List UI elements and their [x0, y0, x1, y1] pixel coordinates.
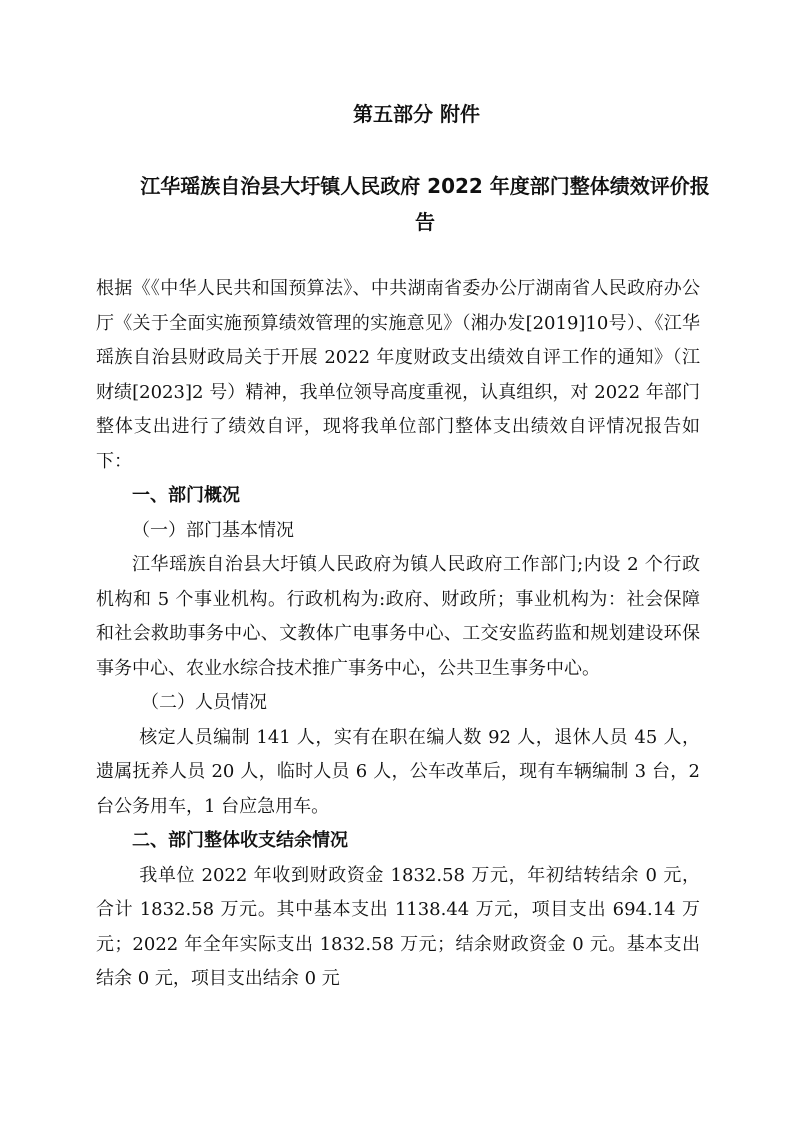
basic-info-paragraph: 江华瑶族自治县大圩镇人民政府为镇人民政府工作部门;内设 2 个行政机构和 5 个事业机构。行政机构为:政府、财政所；事业机构为：社会保障和社会救助事务中心、文教体广电事务中心、工交安监药监和规划建设环保事务中心、农业水综合技术推广事务中心，公共卫生事务中心。 [96, 554, 700, 679]
report-title: 江华瑶族自治县大圩镇人民政府 2022 年度部门整体绩效评价报告 [140, 174, 710, 234]
document-body [96, 272, 700, 997]
part-title: 第五部分 附件 [353, 102, 480, 126]
section-heading-overview: 一、部门概况 [132, 485, 240, 506]
intro-paragraph: 根据《《中华人民共和国预算法》、中共湖南省委办公厅湖南省人民政府办公厅《关于全面实施预算绩效管理的实施意见》（湘办发[2019]10号）、《江华瑶族自治县财政局关于开展 2022 年度财政支出绩效自评工作的通知》（江财绩[2023]2 号）精神，我单位领导高度重视，认真组织，对 2022 年部门整体支出进行了绩效自评，现将我单位部门整体支出绩效自评情况报告如下： [96, 278, 700, 472]
budget-paragraph: 我单位 2022 年收到财政资金 1832.58 万元，年初结转结余 0 元，合计 1832.58 万元。其中基本支出 1138.44 万元，项目支出 694.14 万元；2022 年全年实际支出 1832.58 万元；结余财政资金 0 元。基本支出结余 0 元，项目支出结余 0 元 [96, 864, 700, 989]
subsection-heading-staff: （二）人员情况 [141, 692, 267, 713]
section-heading-budget: 二、部门整体收支结余情况 [132, 830, 348, 851]
staff-paragraph: 核定人员编制 141 人，实有在职在编人数 92 人，退休人员 45 人，遗属抚养人员 20 人，临时人员 6 人，公车改革后，现有车辆编制 3 台，2 台公务用车，1 台应急用车。 [96, 726, 700, 817]
subsection-heading-basic: （一）部门基本情况 [132, 519, 294, 541]
